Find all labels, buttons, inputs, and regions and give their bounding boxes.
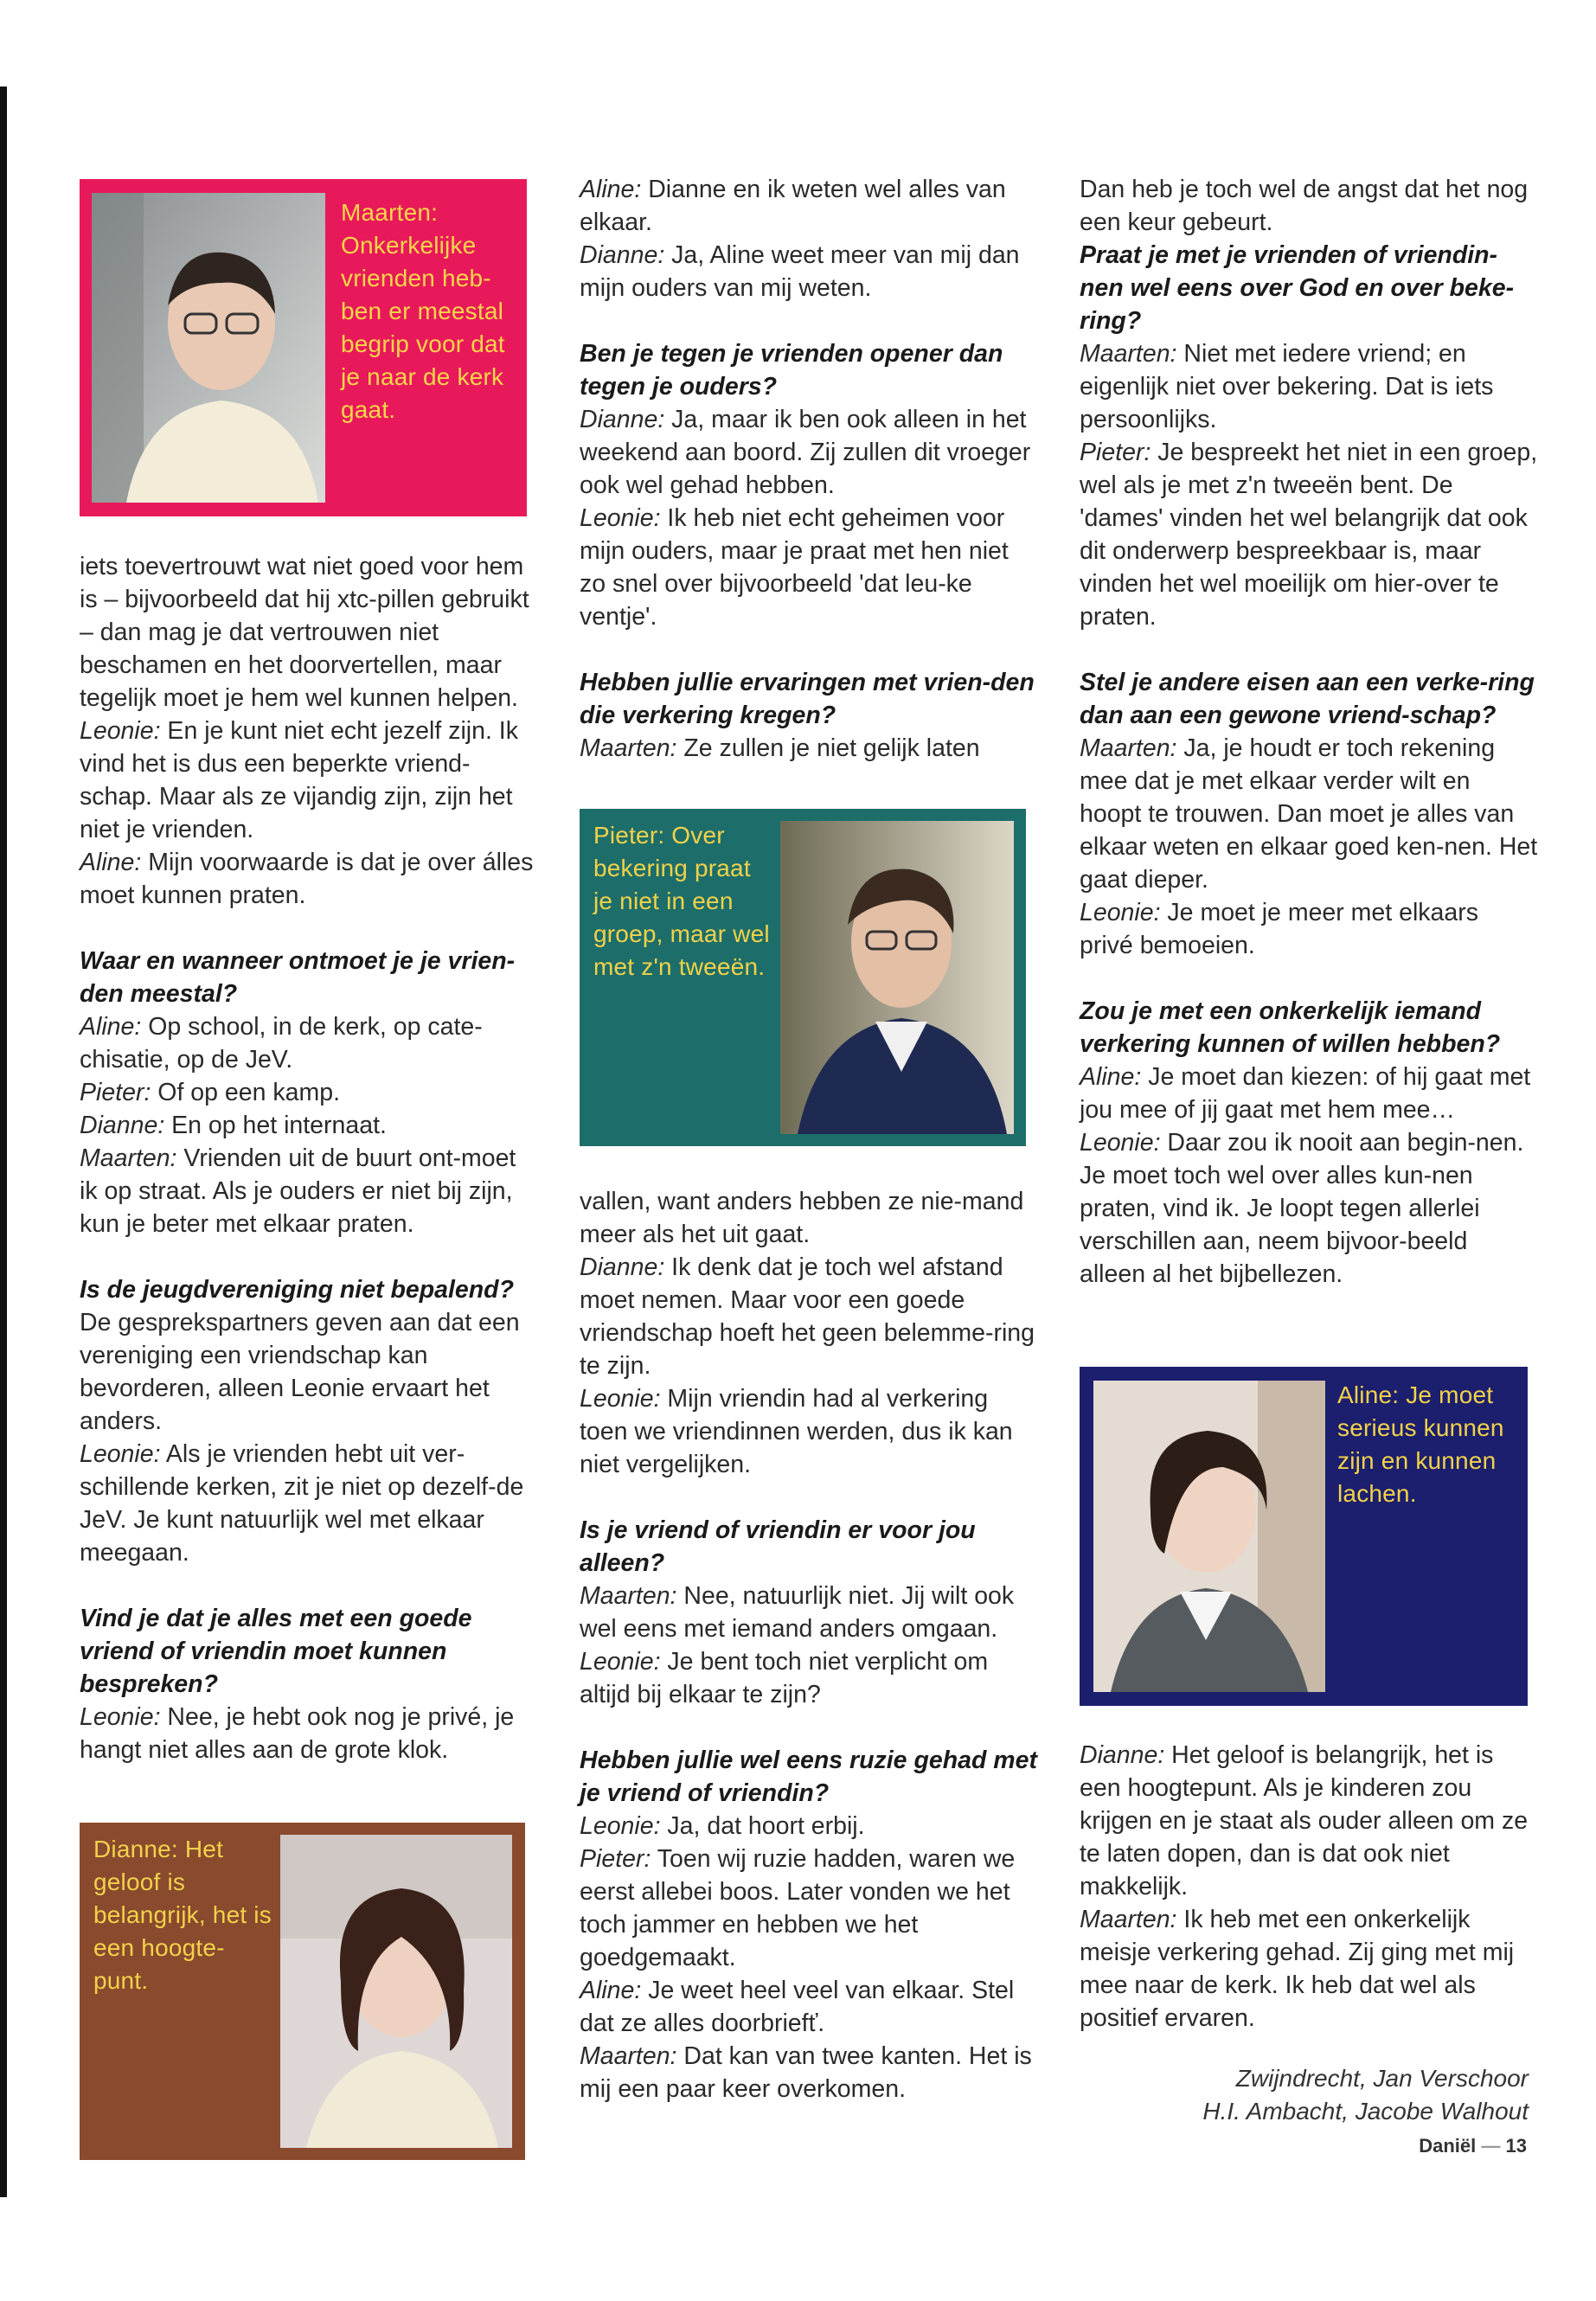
article-column-2-top	[580, 173, 1038, 765]
photo-caption-maarten: Maarten: Onkerkelijke vrienden heb-ben er meestal begrip voor dat je naar de kerk gaat.	[341, 199, 505, 423]
paragraph: Dianne: Het geloof is belangrijk, het is een hoogtepunt. Als je kinderen zou krijgen en je staat als ouder alleen om ze te laten dopen, dan is dat ook niet makkelijk.	[1080, 1741, 1529, 1900]
paragraph: Maarten: Ze zullen je niet gelijk laten	[580, 734, 980, 762]
paragraph: Maarten: Niet met iedere vriend; en eigenlijk niet over bekering. Dat is iets persoonlijks.	[1080, 340, 1494, 433]
paragraph: Leonie: Je moet je meer met elkaars privé bemoeien.	[1080, 899, 1478, 959]
question-heading: Is je vriend of vriendin er voor jou alleen?	[580, 1516, 976, 1577]
paragraph: Pieter: Je bespreekt het niet in een groep, wel als je met z'n tweeën bent. De 'dames' vinden het wel belangrijk dat ook dit onderwerp bespreekbaar is, maar vinden het wel moeilijk om hier-over te praten.	[1080, 439, 1538, 631]
article-column-3-top	[1080, 173, 1538, 1291]
page-number: 13	[1505, 2135, 1527, 2157]
question-heading: Hebben jullie ervaringen met vrien-den die verkering kregen?	[580, 669, 1035, 729]
article-column-1	[80, 550, 534, 1766]
photo-box-aline	[1080, 1367, 1528, 1706]
question-heading: Zou je met een onkerkelijk iemand verkering kunnen of willen hebben?	[1080, 997, 1501, 1058]
paragraph: Leonie: Mijn vriendin had al verkering toen we vriendinnen werden, dus ik kan niet vergelijken.	[580, 1385, 1013, 1478]
photo-maarten	[92, 193, 325, 503]
page-edge-line	[0, 87, 7, 2197]
article-column-3-bottom	[1080, 1739, 1538, 2035]
byline	[1202, 2062, 1529, 2128]
paragraph: Leonie: Nee, je hebt ook nog je privé, je hangt niet alles aan de grote klok.	[80, 1703, 515, 1764]
paragraph: Maarten: Ja, je houdt er toch rekening mee dat je met elkaar verder wilt en hoopt te trouwen. Dan moet je alles van elkaar weten en elkaar goed ken-nen. Het gaat dieper.	[1080, 734, 1538, 894]
question-heading: Ben je tegen je vrienden opener dan tegen je ouders?	[580, 340, 1003, 401]
photo-dianne	[280, 1835, 512, 2148]
paragraph: iets toevertrouwt wat niet goed voor hem is – bijvoorbeeld dat hij xtc-pillen gebruikt – dan mag je dat vertrouwen niet beschamen en het doorvertellen, maar tegelijk moet je hem wel kunnen helpen.	[80, 553, 529, 712]
paragraph: De gesprekspartners geven aan dat een vereniging een vriendschap kan bevorderen, alleen Leonie ervaart het anders.	[80, 1309, 520, 1435]
paragraph: vallen, want anders hebben ze nie-mand meer als het uit gaat.	[580, 1188, 1024, 1248]
photo-caption-dianne: Dianne: Het geloof is belangrijk, het is een hoogte-punt.	[93, 1836, 272, 1994]
paragraph: Leonie: Je bent toch niet verplicht om altijd bij elkaar te zijn?	[580, 1648, 989, 1708]
photo-caption-aline: Aline: Je moet serieus kunnen zijn en kunnen lachen.	[1337, 1381, 1504, 1507]
question-heading: Stel je andere eisen aan een verke-ring dan aan een gewone vriend-schap?	[1080, 669, 1535, 729]
question-heading: Hebben jullie wel eens ruzie gehad met je vriend of vriendin?	[580, 1747, 1037, 1807]
question-heading: Waar en wanneer ontmoet je je vrien-den meestal?	[80, 947, 516, 1008]
photo-caption-pieter: Pieter: Over bekering praat je niet in een groep, maar wel met z'n tweeën.	[593, 822, 770, 980]
paragraph: Maarten: Dat kan van twee kanten. Het is mij een paar keer overkomen.	[580, 2042, 1032, 2103]
paragraph: Leonie: Als je vrienden hebt uit ver-schillende kerken, zit je niet op dezelf-de JeV. Je kunt natuurlijk wel met elkaar meegaan.	[80, 1440, 524, 1567]
paragraph: Maarten: Nee, natuurlijk niet. Jij wilt ook wel eens met iemand anders omgaan.	[580, 1582, 1015, 1643]
article-column-2-bottom	[580, 1185, 1038, 2106]
magazine-name: Daniël	[1419, 2135, 1477, 2157]
photo-pieter	[780, 821, 1014, 1134]
question-heading: Is de jeugdvereniging niet bepalend?	[80, 1276, 514, 1304]
paragraph: Aline: Dianne en ik weten wel alles van elkaar.	[580, 176, 1006, 236]
photo-box-pieter	[580, 809, 1026, 1146]
paragraph: Leonie: Daar zou ik nooit aan begin-nen. Je moet toch wel over alles kun-nen praten, vind ik. Je loopt tegen allerlei verschillen aan, neem bijvoor-beeld alleen al het bijbellezen.	[1080, 1129, 1524, 1288]
footer-dash: —	[1481, 2135, 1506, 2157]
paragraph: Dianne: Ik denk dat je toch wel afstand moet nemen. Maar voor een goede vriendschap hoeft het geen belemme-ring te zijn.	[580, 1253, 1035, 1380]
paragraph: Maarten: Vrienden uit de buurt ont-moet ik op straat. Als je ouders er niet bij zijn, kun je beter met elkaar praten.	[80, 1144, 516, 1238]
photo-box-dianne	[80, 1823, 525, 2160]
photo-box-maarten	[80, 179, 527, 516]
paragraph: Aline: Op school, in de kerk, op cate-chisatie, op de JeV.	[80, 1013, 483, 1074]
paragraph: Pieter: Of op een kamp.	[80, 1079, 340, 1106]
paragraph: Leonie: Ja, dat hoort erbij.	[580, 1812, 865, 1840]
paragraph: Dan heb je toch wel de angst dat het nog een keur gebeurt.	[1080, 176, 1529, 236]
paragraph: Leonie: En je kunt niet echt jezelf zijn. Ik vind het is dus een beperkte vriend-schap. Maar als ze vijandig zijn, zijn het niet je vrienden.	[80, 717, 518, 843]
paragraph: Leonie: Ik heb niet echt geheimen voor mijn ouders, maar je praat met hen niet zo snel over bijvoorbeeld 'dat leu-ke ventje'.	[580, 504, 1009, 631]
paragraph: Aline: Mijn voorwaarde is dat je over álles moet kunnen praten.	[80, 849, 534, 909]
paragraph: Dianne: En op het internaat.	[80, 1112, 387, 1139]
paragraph: Dianne: Ja, maar ik ben ook alleen in het weekend aan boord. Zij zullen dit vroeger ook wel gehad hebben.	[580, 406, 1031, 499]
byline-line: Zwijndrecht, Jan Verschoor	[1235, 2065, 1529, 2092]
paragraph: Aline: Je weet heel veel van elkaar. Stel dat ze alles doorbriefť.	[580, 1977, 1015, 2037]
page-footer	[1419, 2135, 1527, 2157]
paragraph: Pieter: Toen wij ruzie hadden, waren we eerst allebei boos. Later vonden we het toch jammer en hebben we het goedgemaakt.	[580, 1845, 1016, 1971]
paragraph: Maarten: Ik heb met een onkerkelijk meisje verkering gehad. Zij ging met mij mee naar de kerk. Ik heb dat wel als positief ervaren.	[1080, 1906, 1515, 2032]
byline-line: H.I. Ambacht, Jacobe Walhout	[1202, 2098, 1529, 2125]
question-heading: Vind je dat je alles met een goede vriend of vriendin moet kunnen bespreken?	[80, 1605, 472, 1698]
paragraph: Aline: Je moet dan kiezen: of hij gaat met jou mee of jij gaat met hem mee…	[1080, 1063, 1531, 1124]
paragraph: Dianne: Ja, Aline weet meer van mij dan mijn ouders van mij weten.	[580, 241, 1020, 302]
question-heading: Praat je met je vrienden of vriendin-nen wel eens over God en over beke-ring?	[1080, 241, 1515, 335]
photo-aline	[1093, 1381, 1325, 1692]
